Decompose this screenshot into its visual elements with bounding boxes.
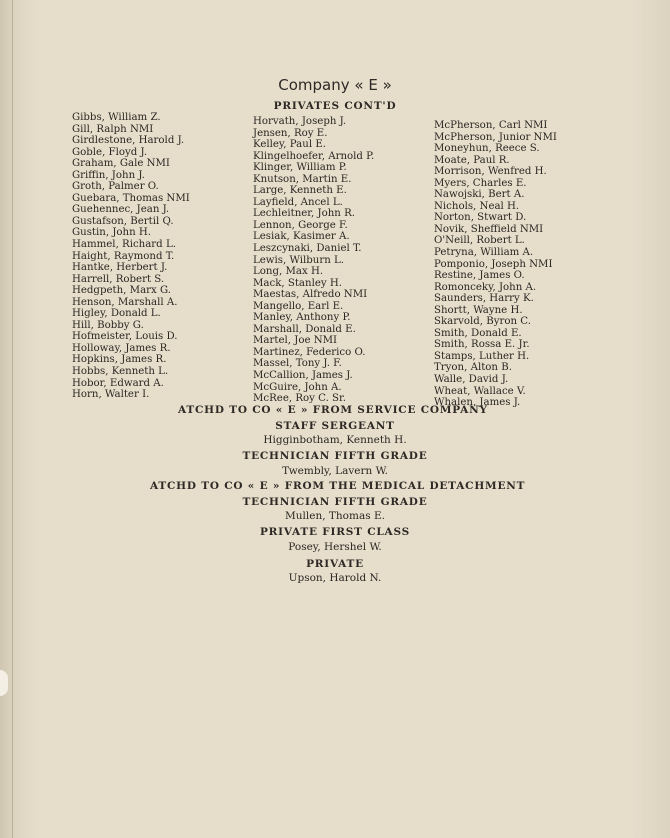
roster-name: Higley, Donald L. xyxy=(72,308,161,320)
roster-name: Harrell, Robert S. xyxy=(72,273,165,285)
roster-name: Guebara, Thomas NMI xyxy=(72,192,190,204)
roster-name: Gibbs, William Z. xyxy=(72,112,161,123)
roster-name: Stamps, Luther H. xyxy=(434,350,530,362)
roster-name: Walle, David J. xyxy=(434,374,509,386)
roster-name: Hobbs, Kenneth L. xyxy=(72,366,169,378)
roster-name: Large, Kenneth E. xyxy=(253,185,347,197)
roster-name: Morrison, Wenfred H. xyxy=(434,166,547,178)
roster-name: Hammel, Richard L. xyxy=(72,239,176,251)
attached-service-heading: ATCHD TO CO « E » FROM SERVICE COMPANY xyxy=(178,404,488,416)
paper-damage xyxy=(0,670,8,696)
roster-name: Klinger, William P. xyxy=(253,162,347,174)
roster-name: Graham, Gale NMI xyxy=(72,158,170,170)
roster-name: Shortt, Wayne H. xyxy=(434,304,523,316)
roster-name: O'Neill, Robert L. xyxy=(434,235,525,247)
roster-name: Smith, Rossa E. Jr. xyxy=(434,339,530,351)
roster-name: Goble, Floyd J. xyxy=(72,146,148,158)
roster-name: Skarvold, Byron C. xyxy=(434,316,531,328)
roster-name: Griffin, John J. xyxy=(72,169,145,181)
roster-name: Gustin, John H. xyxy=(72,227,152,239)
roster-name: Mack, Stanley H. xyxy=(253,277,342,289)
tech5-name-2: Mullen, Thomas E. xyxy=(285,510,385,522)
roster-name: Norton, Stwart D. xyxy=(434,212,527,224)
private-heading: PRIVATE xyxy=(306,558,364,570)
roster-name: Lennon, George F. xyxy=(253,219,348,231)
roster-name: Gill, Ralph NMI xyxy=(72,123,154,135)
roster-name: Girdlestone, Harold J. xyxy=(72,135,185,147)
roster-name: Leszcynaki, Daniel T. xyxy=(253,243,362,255)
roster-name: Hopkins, James R. xyxy=(72,354,167,366)
roster-name: Layfield, Ancel L. xyxy=(253,196,343,208)
roster-name: Saunders, Harry K. xyxy=(434,293,534,305)
roster-name: Hantke, Herbert J. xyxy=(72,262,168,274)
roster-name: McRee, Roy C. Sr. xyxy=(253,393,347,405)
roster-name: Hill, Bobby G. xyxy=(72,319,144,331)
roster-name: Moneyhun, Reece S. xyxy=(434,143,540,155)
roster-name: McPherson, Carl NMI xyxy=(434,120,548,131)
roster-name: Massel, Tony J. F. xyxy=(253,358,342,370)
roster-name: Hedgpeth, Marx G. xyxy=(72,285,172,297)
roster-name: Lewis, Wilburn L. xyxy=(253,254,345,266)
roster-name: Manley, Anthony P. xyxy=(253,312,351,324)
roster-column-3 xyxy=(434,120,557,409)
roster-name: Horvath, Joseph J. xyxy=(253,116,347,127)
roster-name: Hobor, Edward A. xyxy=(72,377,164,389)
roster-name: Long, Max H. xyxy=(253,266,324,278)
roster-name: Haight, Raymond T. xyxy=(72,250,175,262)
roster-column-2 xyxy=(253,116,374,405)
roster-name: McCallion, James J. xyxy=(253,370,353,382)
roster-name: Marshall, Donald E. xyxy=(253,323,356,335)
pfc-name: Posey, Hershel W. xyxy=(288,541,382,553)
page-title: Company « E » xyxy=(278,76,392,94)
tech5-name-1: Twembly, Lavern W. xyxy=(282,465,388,477)
roster-name: Gustafson, Bertil Q. xyxy=(72,215,174,227)
roster-name: Martinez, Federico O. xyxy=(253,346,366,358)
roster-name: Restine, James O. xyxy=(434,270,525,282)
roster-name: McPherson, Junior NMI xyxy=(434,131,557,143)
roster-name: Lesiak, Kasimer A. xyxy=(253,231,350,243)
roster-name: Myers, Charles E. xyxy=(434,177,527,189)
roster-name: Holloway, James R. xyxy=(72,342,171,354)
roster-name: Maestas, Alfredo NMI xyxy=(253,289,368,301)
roster-name: Novik, Sheffield NMI xyxy=(434,223,544,235)
roster-name: Romonceky, John A. xyxy=(434,281,537,293)
roster-name: Knutson, Martin E. xyxy=(253,173,352,185)
roster-name: Petryna, William A. xyxy=(434,247,534,259)
pfc-heading: PRIVATE FIRST CLASS xyxy=(259,526,411,538)
staff-sergeant-name: Higginbotham, Kenneth H. xyxy=(263,434,407,446)
roster-name: Henson, Marshall A. xyxy=(72,296,178,308)
roster-name: Lechleitner, John R. xyxy=(253,208,356,220)
roster-name: Wheat, Wallace V. xyxy=(434,385,526,397)
roster-name: Martel, Joe NMI xyxy=(253,335,338,347)
roster-name: Horn, Walter I. xyxy=(72,389,150,401)
roster-name: Klingelhoefer, Arnold P. xyxy=(253,150,375,162)
page-edge-line xyxy=(12,0,13,838)
attached-medical-heading: ATCHD TO CO « E » FROM THE MEDICAL DETACHMENT xyxy=(150,480,526,492)
roster-name: Whalen, James J. xyxy=(434,397,521,409)
roster-name: Tryon, Alton B. xyxy=(434,362,512,374)
roster-name: Guehennec, Jean J. xyxy=(72,204,170,216)
roster-name: Groth, Palmer O. xyxy=(72,181,159,193)
tech5-heading-1: TECHNICIAN FIFTH GRADE xyxy=(242,450,428,462)
private-name: Upson, Harold N. xyxy=(288,572,382,584)
roster-name: Hofmeister, Louis D. xyxy=(72,331,178,343)
roster-column-1 xyxy=(72,112,190,401)
roster-name: Smith, Donald E. xyxy=(434,327,522,339)
roster-name: Nawojski, Bert A. xyxy=(434,189,525,201)
roster-name: Pomponio, Joseph NMI xyxy=(434,258,553,270)
staff-sergeant-heading: STAFF SERGEANT xyxy=(275,420,395,432)
roster-name: Kelley, Paul E. xyxy=(253,139,326,151)
roster-name: Nichols, Neal H. xyxy=(434,200,520,212)
privates-heading: PRIVATES CONT'D xyxy=(273,100,397,112)
roster-name: Jensen, Roy E. xyxy=(253,127,328,139)
roster-name: Moate, Paul R. xyxy=(434,154,510,166)
roster-name: McGuire, John A. xyxy=(253,381,342,393)
roster-name: Mangello, Earl E. xyxy=(253,300,344,312)
tech5-heading-2: TECHNICIAN FIFTH GRADE xyxy=(242,496,428,508)
